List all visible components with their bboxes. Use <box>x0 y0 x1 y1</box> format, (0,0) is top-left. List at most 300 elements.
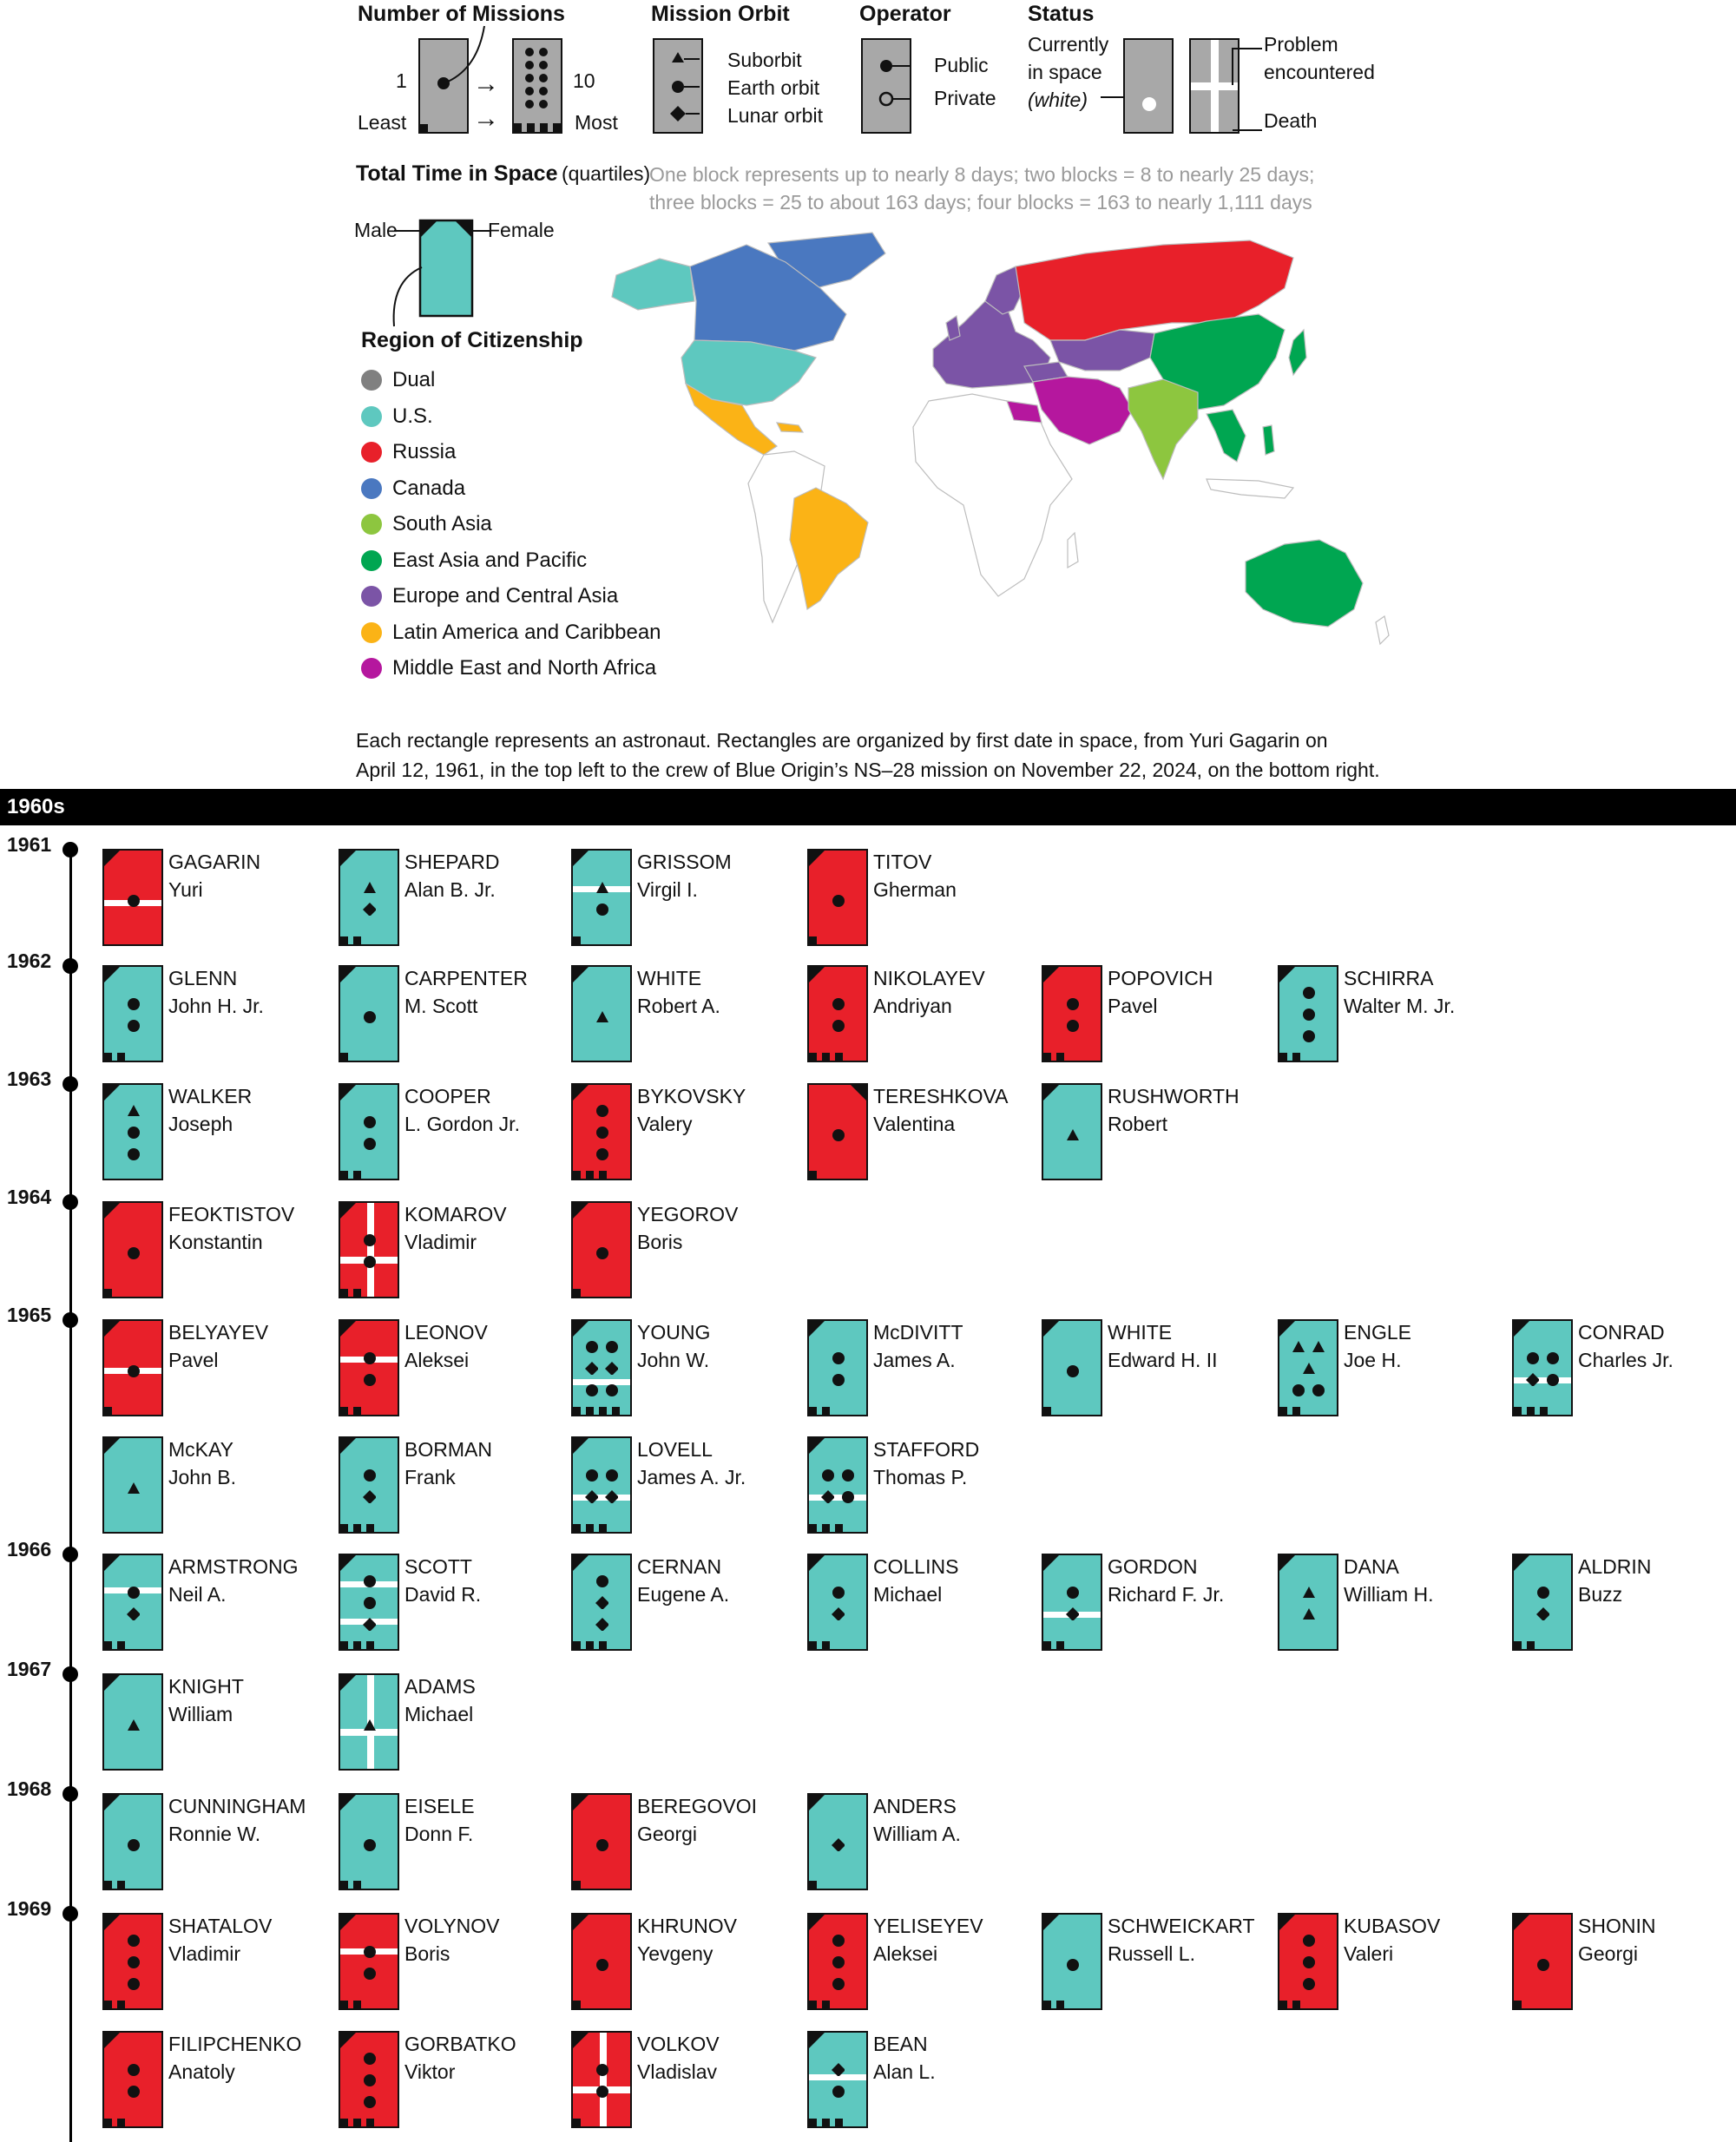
status-current-line1: Currently <box>1028 33 1109 56</box>
astronaut-given-name: Georgi <box>637 1823 698 1845</box>
male-marker <box>1042 1084 1060 1101</box>
astronaut-given-name: Boris <box>637 1231 683 1253</box>
earth-orbit-icon <box>127 1586 140 1599</box>
male-marker <box>1042 1914 1060 1931</box>
astronaut-rectangle <box>1512 1913 1573 2010</box>
time-block <box>599 1641 607 1649</box>
earth-orbit-icon <box>363 1574 376 1587</box>
earth-orbit-icon <box>832 1373 845 1386</box>
astronaut-given-name: Viktor <box>404 2060 456 2083</box>
lunar-orbit-icon <box>1536 1607 1549 1620</box>
map-australia <box>1246 540 1363 627</box>
time-block <box>1540 1407 1548 1415</box>
time-block <box>1292 1053 1300 1061</box>
lunar-orbit-icon <box>585 1490 598 1503</box>
suborbit-icon <box>1292 1340 1305 1353</box>
earth-orbit-icon <box>595 1838 608 1851</box>
mission-mark-row <box>127 1718 140 1731</box>
earth-orbit-icon <box>832 2085 845 2098</box>
mission-mark-row <box>127 1246 140 1259</box>
astronaut-rectangle <box>102 1673 163 1771</box>
male-marker <box>808 850 825 867</box>
region-legend-item <box>361 509 492 540</box>
earth-orbit-icon <box>1302 1977 1315 1990</box>
male-marker <box>572 1554 589 1572</box>
mission-mark-row <box>1302 986 1315 999</box>
time-block <box>366 1641 374 1649</box>
mission-mark-row <box>363 881 376 894</box>
astronaut-surname: WHITE <box>1108 1321 1173 1344</box>
astronaut-given-name: M. Scott <box>404 995 478 1017</box>
mission-marks <box>573 1838 630 1851</box>
astronaut-surname: YEGOROV <box>637 1203 739 1225</box>
time-block <box>366 2119 374 2126</box>
map-japan <box>1289 330 1306 375</box>
male-marker <box>1042 1320 1060 1337</box>
year-label: 1966 <box>7 1538 52 1561</box>
astronaut-surname: DANA <box>1344 1555 1399 1578</box>
astronaut-rectangle <box>339 1201 399 1298</box>
mission-marks <box>104 894 161 907</box>
time-block <box>809 936 817 944</box>
mission-marks <box>1043 1364 1101 1377</box>
region-legend-label: Europe and Central Asia <box>392 584 619 608</box>
mission-marks <box>340 1351 398 1386</box>
astronaut-rectangle <box>807 1319 868 1416</box>
time-block <box>1043 1407 1051 1415</box>
earth-orbit-icon <box>363 2073 376 2086</box>
astronaut-surname: TERESHKOVA <box>873 1085 1009 1107</box>
astronaut-rectangle <box>571 1913 632 2010</box>
astronaut-given-name: Pavel <box>1108 995 1158 1017</box>
earth-orbit-icon <box>363 1255 376 1268</box>
mission-mark-row <box>127 2085 140 2098</box>
astronaut-rectangle <box>1512 1319 1573 1416</box>
region-legend-item <box>361 365 435 396</box>
time-block <box>822 1641 830 1649</box>
astronaut-rectangle <box>102 1554 163 1651</box>
male-marker <box>572 1794 589 1811</box>
astronaut-surname: KOMAROV <box>404 1203 507 1225</box>
male-marker <box>103 1320 121 1337</box>
time-block <box>586 1407 594 1415</box>
year-label: 1965 <box>7 1304 52 1326</box>
earth-orbit-icon <box>1302 986 1315 999</box>
mission-mark-row <box>832 1838 845 1851</box>
mission-marks <box>1043 1958 1101 1971</box>
earth-orbit-icon <box>595 1104 608 1117</box>
earth-orbit-icon <box>841 1469 854 1482</box>
astronaut-given-name: Anatoly <box>168 2060 235 2083</box>
astronaut-given-name: David R. <box>404 1583 482 1606</box>
year-label: 1968 <box>7 1777 52 1800</box>
time-block <box>835 2119 843 2126</box>
mission-mark-row <box>595 881 608 894</box>
male-marker <box>1279 1320 1296 1337</box>
region-color-swatch <box>361 478 382 499</box>
astronaut-given-name: Pavel <box>168 1349 219 1371</box>
year-marker-dot <box>62 1786 78 1802</box>
mission-mark-row <box>1292 1340 1325 1353</box>
time-legend-title: Total Time in Space (quartiles) <box>356 161 651 186</box>
time-block <box>340 1289 348 1297</box>
male-marker <box>1279 1554 1296 1572</box>
astronaut-surname: SCOTT <box>404 1555 472 1578</box>
time-block <box>809 1053 817 1061</box>
astronaut-rectangle <box>339 1319 399 1416</box>
time-block <box>586 1641 594 1649</box>
astronaut-surname: ALDRIN <box>1578 1555 1652 1578</box>
female-marker <box>850 1084 867 1101</box>
earth-orbit-icon <box>1526 1351 1539 1364</box>
earth-orbit-icon <box>363 1967 376 1980</box>
astronaut-surname: ANDERS <box>873 1795 957 1817</box>
mission-marks <box>809 1351 866 1386</box>
operator-legend-title: Operator <box>859 2 951 26</box>
earth-orbit-icon <box>605 1340 618 1353</box>
time-block <box>1514 1641 1522 1649</box>
mission-mark-row <box>363 1255 376 1268</box>
time-block <box>573 1171 581 1179</box>
time-block <box>1279 2001 1287 2008</box>
mission-mark-row <box>595 1574 608 1587</box>
mission-mark-row <box>832 1373 845 1386</box>
map-southeast-asia <box>1207 410 1246 462</box>
mission-mark-row <box>363 1945 376 1958</box>
year-marker-dot <box>62 1906 78 1922</box>
mission-mark-row <box>595 1246 608 1259</box>
male-marker <box>572 1320 589 1337</box>
mission-mark-row <box>363 2052 376 2065</box>
male-marker <box>339 2032 357 2049</box>
astronaut-given-name: Richard F. Jr. <box>1108 1583 1225 1606</box>
astronaut-rectangle <box>1042 1913 1102 2010</box>
year-label: 1962 <box>7 949 52 972</box>
earth-orbit-icon <box>841 1490 854 1503</box>
astronaut-rectangle <box>102 1083 163 1180</box>
astronaut-rectangle <box>339 1793 399 1890</box>
map-philippines <box>1263 425 1274 455</box>
male-marker <box>339 1084 357 1101</box>
mission-marks <box>104 1934 161 1990</box>
earth-orbit-icon <box>127 1955 140 1968</box>
mission-mark-row <box>595 1126 608 1139</box>
mission-marks <box>809 894 866 907</box>
astronaut-surname: COLLINS <box>873 1555 959 1578</box>
astronaut-rectangle <box>571 1083 632 1180</box>
time-block <box>586 1524 594 1532</box>
operator-public-label: Public <box>934 54 989 76</box>
astronaut-rectangle <box>571 1319 632 1416</box>
astronaut-rectangle <box>807 1083 868 1180</box>
year-marker-dot <box>62 958 78 974</box>
astronaut-given-name: William A. <box>873 1823 961 1845</box>
astronaut-given-name: Neil A. <box>168 1583 227 1606</box>
earth-orbit-icon <box>1066 1958 1079 1971</box>
astronaut-surname: CUNNINGHAM <box>168 1795 306 1817</box>
mission-marks <box>1514 1958 1571 1971</box>
earth-orbit-icon <box>1546 1351 1559 1364</box>
status-current-line3: (white) <box>1028 89 1088 111</box>
astronaut-rectangle <box>571 849 632 946</box>
astronaut-given-name: Charles Jr. <box>1578 1349 1674 1371</box>
region-color-swatch <box>361 658 382 679</box>
earth-orbit-icon <box>127 1019 140 1032</box>
astronaut-rectangle <box>339 2031 399 2128</box>
mission-marks <box>1279 1586 1337 1620</box>
time-block <box>809 2001 817 2008</box>
time-block <box>586 1171 594 1179</box>
mission-mark-row <box>1302 1934 1315 1947</box>
map-south-asia <box>1128 379 1198 479</box>
astronaut-given-name: Valeri <box>1344 1942 1394 1965</box>
mission-marks <box>573 1104 630 1160</box>
mission-mark-row <box>1066 1586 1079 1599</box>
mission-marks <box>1279 1340 1337 1396</box>
mission-mark-row <box>1066 1958 1079 1971</box>
astronaut-rectangle <box>571 1201 632 1298</box>
mission-mark-row <box>363 1967 376 1980</box>
earth-orbit-icon <box>605 1469 618 1482</box>
mission-mark-row <box>127 1934 140 1947</box>
mission-mark-row <box>127 1955 140 1968</box>
region-legend-label: Latin America and Caribbean <box>392 620 661 644</box>
region-color-swatch <box>361 622 382 643</box>
astronaut-surname: GRISSOM <box>637 851 732 873</box>
time-block <box>353 1524 361 1532</box>
astronaut-surname: CARPENTER <box>404 967 528 989</box>
lunar-orbit-icon <box>821 1490 834 1503</box>
time-block <box>340 1881 348 1889</box>
time-block <box>353 2119 361 2126</box>
time-block <box>1043 1053 1051 1061</box>
mission-mark-row <box>585 1490 618 1503</box>
suborbit-icon <box>595 1010 608 1023</box>
astronaut-rectangle <box>571 2031 632 2128</box>
status-pointer-lines <box>1215 43 1267 139</box>
time-note-line1: One block represents up to nearly 8 days; two blocks = 8 to nearly 25 days; <box>649 163 1315 186</box>
astronaut-surname: BORMAN <box>404 1438 492 1461</box>
male-marker <box>808 966 825 983</box>
year-marker-dot <box>62 1666 78 1682</box>
mission-mark-row <box>595 1958 608 1971</box>
astronaut-rectangle <box>339 849 399 946</box>
mission-marks <box>1043 1586 1101 1620</box>
astronaut-given-name: John B. <box>168 1466 236 1488</box>
astronaut-surname: WALKER <box>168 1085 253 1107</box>
earth-orbit-icon <box>363 1596 376 1609</box>
earth-orbit-icon <box>1302 1008 1315 1021</box>
year-marker-dot <box>62 842 78 857</box>
mission-marks <box>104 1586 161 1620</box>
earth-orbit-icon <box>127 1147 140 1160</box>
astronaut-given-name: Thomas P. <box>873 1466 968 1488</box>
mission-marks <box>340 1010 398 1023</box>
suborbit-icon <box>1302 1586 1315 1599</box>
time-block <box>809 2119 817 2126</box>
mission-mark-row <box>363 1010 376 1023</box>
time-note-line2: three blocks = 25 to about 163 days; four blocks = 163 to nearly 1,111 days <box>649 191 1312 214</box>
mission-mark-row <box>832 1128 845 1141</box>
astronaut-surname: ARMSTRONG <box>168 1555 299 1578</box>
mission-marks <box>340 881 398 916</box>
earth-orbit-icon <box>363 1351 376 1364</box>
earth-orbit-icon <box>1536 1958 1549 1971</box>
gender-male-label: Male <box>354 219 398 241</box>
astronaut-given-name: William H. <box>1344 1583 1434 1606</box>
astronaut-given-name: Buzz <box>1578 1583 1623 1606</box>
mission-mark-row <box>585 1340 618 1353</box>
astronaut-rectangle <box>1278 1913 1338 2010</box>
suborbit-icon <box>1302 1607 1315 1620</box>
mission-mark-row <box>1536 1607 1549 1620</box>
operator-private-label: Private <box>934 87 996 109</box>
suborbit-icon <box>1066 1128 1079 1141</box>
male-marker <box>1279 966 1296 983</box>
map-alaska <box>612 259 694 310</box>
astronaut-surname: VOLKOV <box>637 2033 720 2055</box>
earth-orbit-icon <box>127 997 140 1010</box>
astronaut-rectangle <box>102 1201 163 1298</box>
male-marker <box>339 1554 357 1572</box>
astronaut-rectangle <box>807 849 868 946</box>
lunar-orbit-icon <box>363 903 376 916</box>
astronaut-surname: COOPER <box>404 1085 491 1107</box>
map-middle-east <box>1033 377 1133 444</box>
mission-mark-row <box>821 1469 854 1482</box>
mission-marks <box>573 1340 630 1396</box>
mission-mark-row <box>127 1147 140 1160</box>
time-block <box>117 1881 125 1889</box>
male-marker <box>808 1554 825 1572</box>
intro-line1: Each rectangle represents an astronaut. Rectangles are organized by first date in space, from Yuri Gagarin on <box>356 729 1328 752</box>
earth-orbit-icon <box>595 2063 608 2076</box>
astronaut-rectangle <box>807 1913 868 2010</box>
time-block <box>340 1407 348 1415</box>
lunar-orbit-icon <box>832 1607 845 1620</box>
mission-marks <box>573 1246 630 1259</box>
time-block <box>117 1053 125 1061</box>
time-block <box>353 1407 361 1415</box>
time-block <box>340 1053 348 1061</box>
time-block <box>822 2001 830 2008</box>
mission-mark-row <box>363 1373 376 1386</box>
mission-mark-row <box>832 2085 845 2098</box>
time-block <box>1056 1641 1064 1649</box>
lunar-orbit-icon <box>605 1490 618 1503</box>
time-block <box>612 1407 620 1415</box>
suborbit-icon <box>127 1718 140 1731</box>
year-marker-dot <box>62 1312 78 1328</box>
suborbit-icon <box>1302 1362 1315 1375</box>
time-block <box>1527 1641 1535 1649</box>
mission-marks <box>340 1838 398 1851</box>
mission-mark-row <box>127 1364 140 1377</box>
astronaut-given-name: Konstantin <box>168 1231 263 1253</box>
astronaut-rectangle <box>807 1554 868 1651</box>
astronaut-rectangle <box>1512 1554 1573 1651</box>
astronaut-rectangle <box>339 1554 399 1651</box>
earth-orbit-icon <box>1312 1383 1325 1396</box>
mission-mark-row <box>585 1469 618 1482</box>
earth-orbit-icon <box>127 1838 140 1851</box>
time-block <box>573 2119 581 2126</box>
astronaut-rectangle <box>1042 1083 1102 1180</box>
time-block <box>1056 2001 1064 2008</box>
male-marker <box>1513 1554 1530 1572</box>
mission-marks <box>809 1934 866 1990</box>
mission-mark-row <box>127 1977 140 1990</box>
earth-orbit-icon <box>127 1126 140 1139</box>
mission-mark-row <box>127 997 140 1010</box>
map-madagascar <box>1068 533 1078 568</box>
mission-mark-row <box>127 1019 140 1032</box>
year-marker-dot <box>62 1194 78 1210</box>
world-map <box>599 227 1397 679</box>
mission-mark-row <box>363 1596 376 1609</box>
status-current-line2: in space <box>1028 61 1102 83</box>
astronaut-given-name: James A. <box>873 1349 956 1371</box>
lunar-orbit-icon <box>363 1490 376 1503</box>
earth-orbit-icon <box>363 2095 376 2108</box>
astronaut-given-name: John H. Jr. <box>168 995 264 1017</box>
time-block <box>340 1641 348 1649</box>
astronaut-rectangle <box>102 849 163 946</box>
earth-orbit-icon <box>595 1574 608 1587</box>
mission-mark-row <box>1292 1383 1325 1396</box>
mission-mark-row <box>832 1955 845 1968</box>
astronaut-surname: McKAY <box>168 1438 233 1461</box>
astronaut-given-name: Alan B. Jr. <box>404 878 496 901</box>
orbit-legend-title: Mission Orbit <box>651 2 790 26</box>
astronaut-given-name: Vladimir <box>168 1942 241 1965</box>
region-legend-label: South Asia <box>392 512 492 536</box>
time-block <box>117 1641 125 1649</box>
earth-orbit-icon <box>127 894 140 907</box>
male-marker <box>339 966 357 983</box>
time-block <box>1279 1407 1287 1415</box>
mission-marks <box>340 1115 398 1150</box>
time-block <box>822 1524 830 1532</box>
astronaut-given-name: Gherman <box>873 878 957 901</box>
mission-mark-row <box>363 1574 376 1587</box>
astronaut-given-name: John W. <box>637 1349 710 1371</box>
male-marker <box>103 1202 121 1219</box>
astronaut-rectangle <box>102 1793 163 1890</box>
year-marker-dot <box>62 1547 78 1562</box>
earth-orbit-icon <box>595 1958 608 1971</box>
mission-mark-row <box>595 903 608 916</box>
earth-orbit-icon <box>1066 997 1079 1010</box>
male-marker <box>103 966 121 983</box>
mission-marks <box>340 2052 398 2108</box>
time-block <box>104 2119 112 2126</box>
year-marker-dot <box>62 1076 78 1092</box>
region-legend-item <box>361 401 433 432</box>
male-marker <box>339 1202 357 1219</box>
mission-mark-row <box>832 1586 845 1599</box>
male-marker <box>808 1437 825 1455</box>
mission-mark-row <box>595 1147 608 1160</box>
time-block <box>104 1407 112 1415</box>
mission-marks <box>573 881 630 916</box>
time-block <box>1056 1053 1064 1061</box>
time-block <box>599 1171 607 1179</box>
male-marker <box>808 2032 825 2049</box>
male-marker <box>572 1084 589 1101</box>
time-block <box>340 1524 348 1532</box>
time-block <box>573 936 581 944</box>
